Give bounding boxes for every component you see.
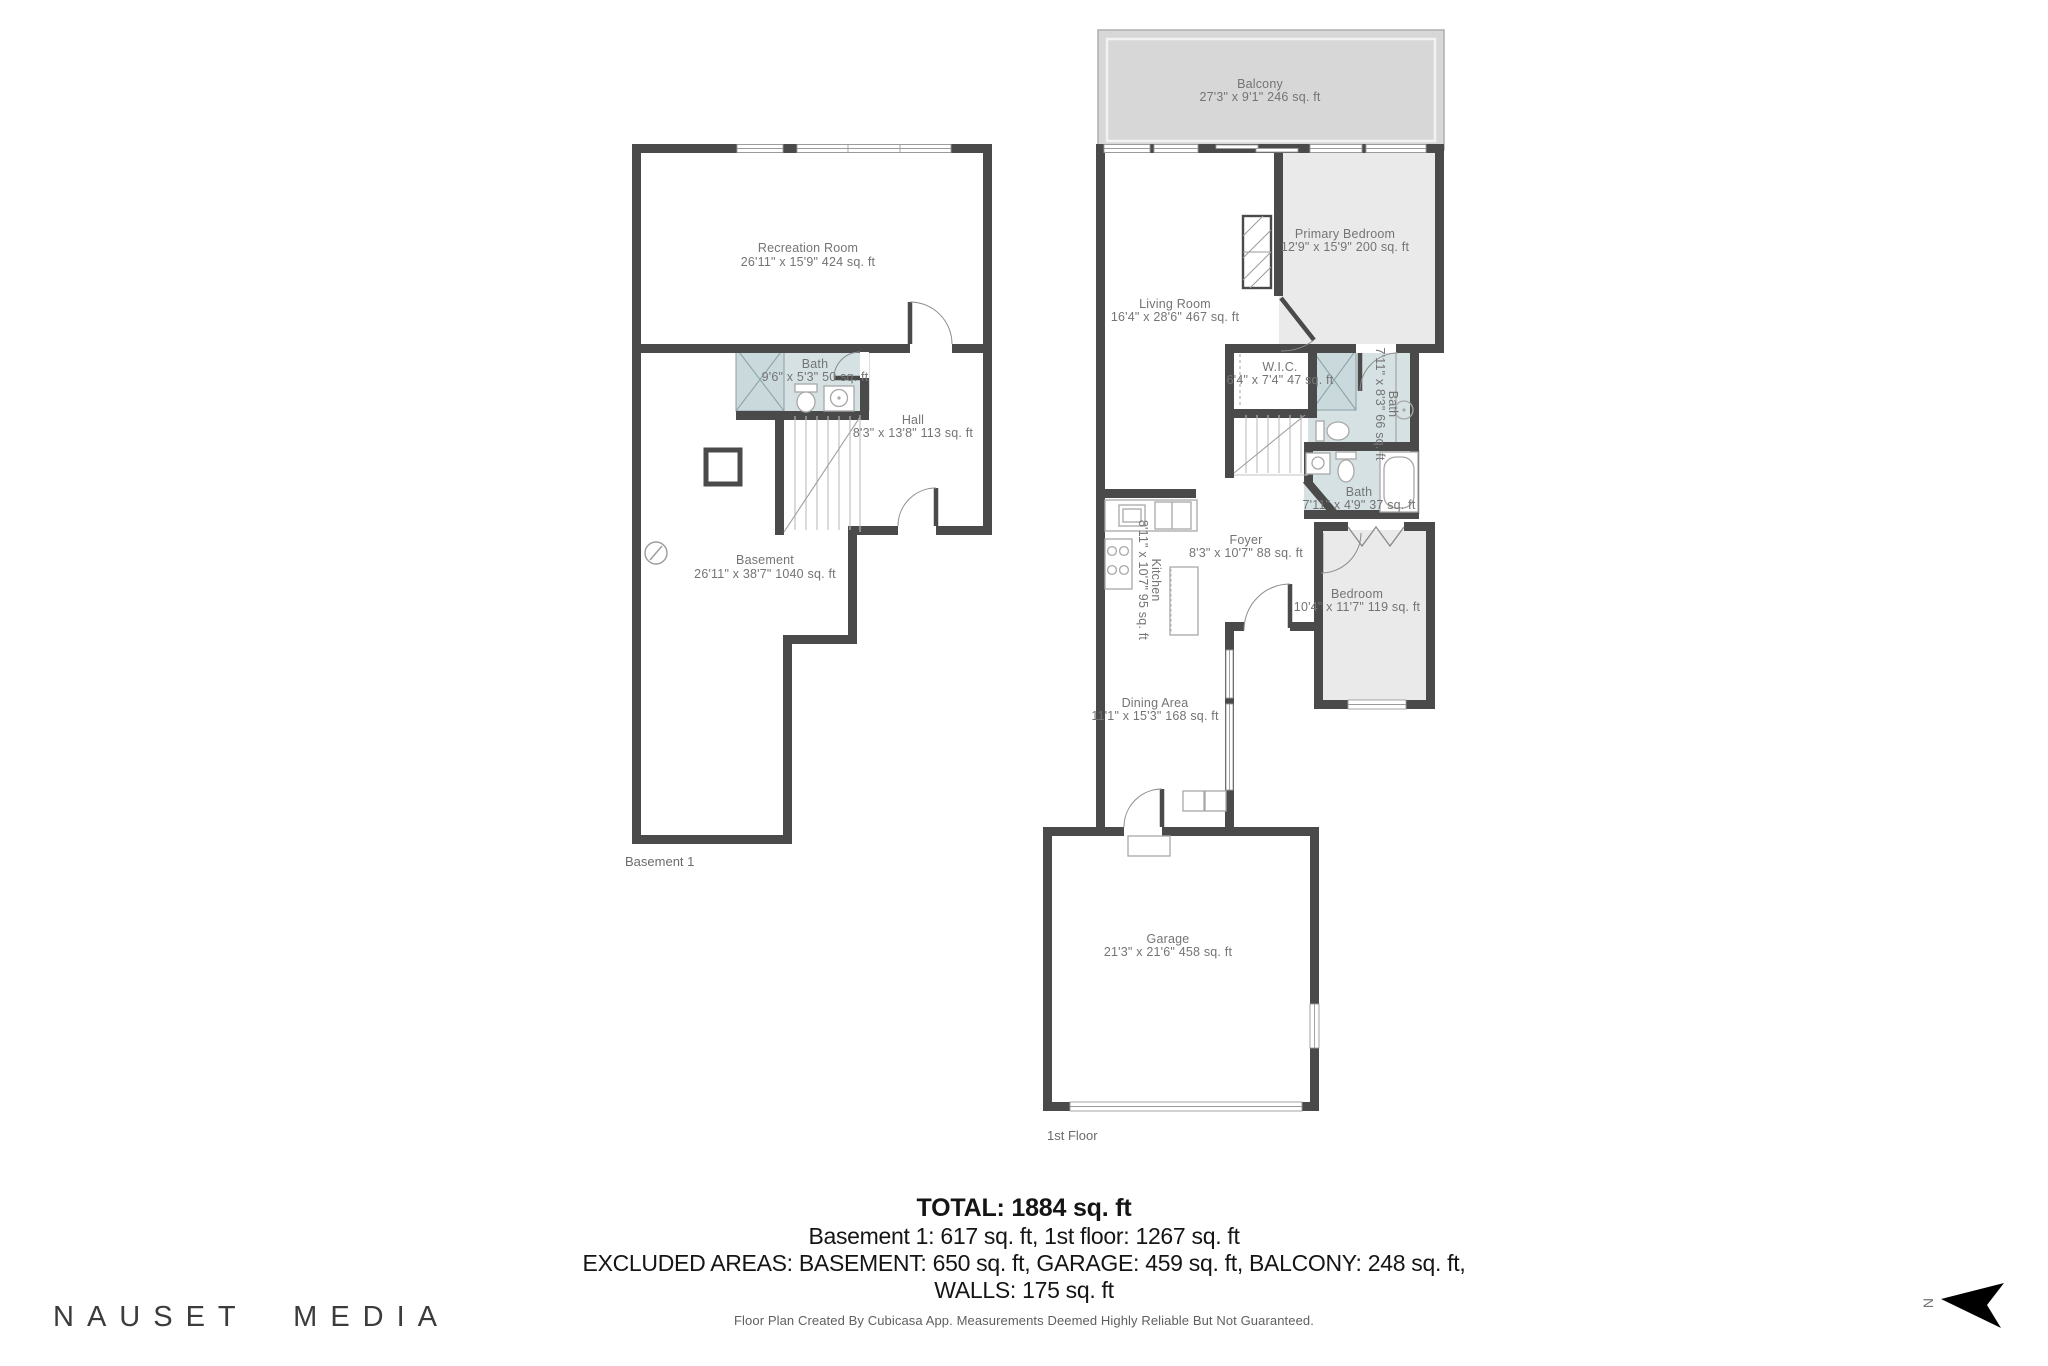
room-label-dining: Dining Area <box>1121 696 1189 710</box>
room-dims-foyer: 8'3" x 10'7" 88 sq. ft <box>1189 546 1303 560</box>
room-label-balcony: Balcony <box>1237 77 1283 91</box>
room-label-bath-main: Bath <box>1386 390 1400 418</box>
room-dims-balcony: 27'3" x 9'1" 246 sq. ft <box>1199 90 1321 104</box>
room-dims-garage: 21'3" x 21'6" 458 sq. ft <box>1103 945 1233 959</box>
floor-label-first-floor: 1st Floor <box>1047 1128 1098 1143</box>
room-label-primary-bedroom: Primary Bedroom <box>1294 227 1396 241</box>
room-label-kitchen: Kitchen <box>1149 558 1163 602</box>
nauset-media-logo: NAUSET MEDIA <box>53 1301 451 1333</box>
sliding-door-icon <box>1216 145 1258 149</box>
basement-stairs <box>784 415 860 532</box>
toilet-icon <box>795 384 817 392</box>
basement-bath-fixtures <box>795 384 854 412</box>
support-column-icon <box>706 450 740 484</box>
toilet-icon <box>1327 422 1349 440</box>
room-dims-basement: 26'11" x 38'7" 1040 sq. ft <box>694 567 836 581</box>
toilet-icon <box>1336 452 1356 459</box>
fireplace-icon <box>1243 216 1271 288</box>
first-floor-stairs <box>1234 415 1308 475</box>
entry-step <box>1128 836 1170 856</box>
doorway <box>1124 827 1162 836</box>
doorway <box>910 344 952 353</box>
room-dims-recreation: 26'11" x 15'9" 424 sq. ft <box>740 255 876 269</box>
sink-icon <box>1306 453 1330 474</box>
room-label-wic: W.I.C. <box>1262 360 1298 374</box>
room-label-living-room: Living Room <box>1139 297 1211 311</box>
dining-fixtures <box>1128 791 1226 856</box>
toilet-icon <box>797 392 815 412</box>
floor-areas: Basement 1: 617 sq. ft, 1st floor: 1267 sq. ft <box>808 1223 1240 1249</box>
disclaimer: Floor Plan Created By Cubicasa App. Measurements Deemed Highly Reliable But Not Guaranteed. <box>734 1313 1314 1328</box>
room-dims-wic: 6'4" x 7'4" 47 sq. ft <box>1226 373 1334 387</box>
sliding-door-icon <box>1256 149 1298 153</box>
bedroom-floor <box>1318 530 1431 705</box>
doorway <box>898 526 936 535</box>
room-label-basement: Basement <box>736 553 794 567</box>
room-dims-bath-small: 7'11" x 4'9" 37 sq. ft <box>1302 498 1416 512</box>
room-dims-primary-bedroom: 12'9" x 15'9" 200 sq. ft <box>1280 240 1410 254</box>
room-label-bedroom: Bedroom <box>1330 587 1384 601</box>
floor-label-basement: Basement 1 <box>625 854 695 869</box>
excluded-areas: EXCLUDED AREAS: BASEMENT: 650 sq. ft, GARAGE: 459 sq. ft, BALCONY: 248 sq. ft, <box>582 1250 1466 1276</box>
room-label-bath-small: Bath <box>1345 485 1373 499</box>
walls-area: WALLS: 175 sq. ft <box>934 1277 1114 1303</box>
room-dims-bedroom: 10'4" x 11'7" 119 sq. ft <box>1293 600 1421 614</box>
north-label: N <box>1920 1297 1936 1309</box>
room-dims-basement-bath: 9'6" x 5'3" 50 sq. ft <box>761 370 869 384</box>
island-icon <box>1170 567 1198 635</box>
toilet-icon <box>1316 421 1324 441</box>
room-label-foyer: Foyer <box>1229 533 1263 547</box>
stove-icon <box>1105 539 1132 589</box>
total-area: TOTAL: 1884 sq. ft <box>916 1194 1132 1222</box>
room-dims-bath-main: 7'11" x 8'3" 66 sq. ft <box>1373 347 1387 461</box>
room-label-basement-bath: Bath <box>801 357 829 371</box>
room-label-garage: Garage <box>1146 932 1190 946</box>
fridge-icon <box>1155 502 1191 529</box>
doorway <box>1244 622 1290 631</box>
utility-symbol-icon <box>645 542 667 564</box>
room-label-recreation: Recreation Room <box>757 241 859 255</box>
room-dims-living-room: 16'4" x 28'6" 467 sq. ft <box>1110 310 1240 324</box>
basement-windows <box>737 145 951 153</box>
room-dims-kitchen: 8'11" x 10'7" 95 sq. ft <box>1136 519 1150 641</box>
first-floor-plan <box>1043 30 1444 1143</box>
room-label-hall: Hall <box>901 413 925 427</box>
room-dims-hall: 8'3" x 13'8" 113 sq. ft <box>852 426 974 440</box>
basement-plan <box>625 144 992 869</box>
room-dims-dining: 11'1" x 15'3" 168 sq. ft <box>1091 709 1219 723</box>
toilet-icon <box>1338 460 1354 482</box>
